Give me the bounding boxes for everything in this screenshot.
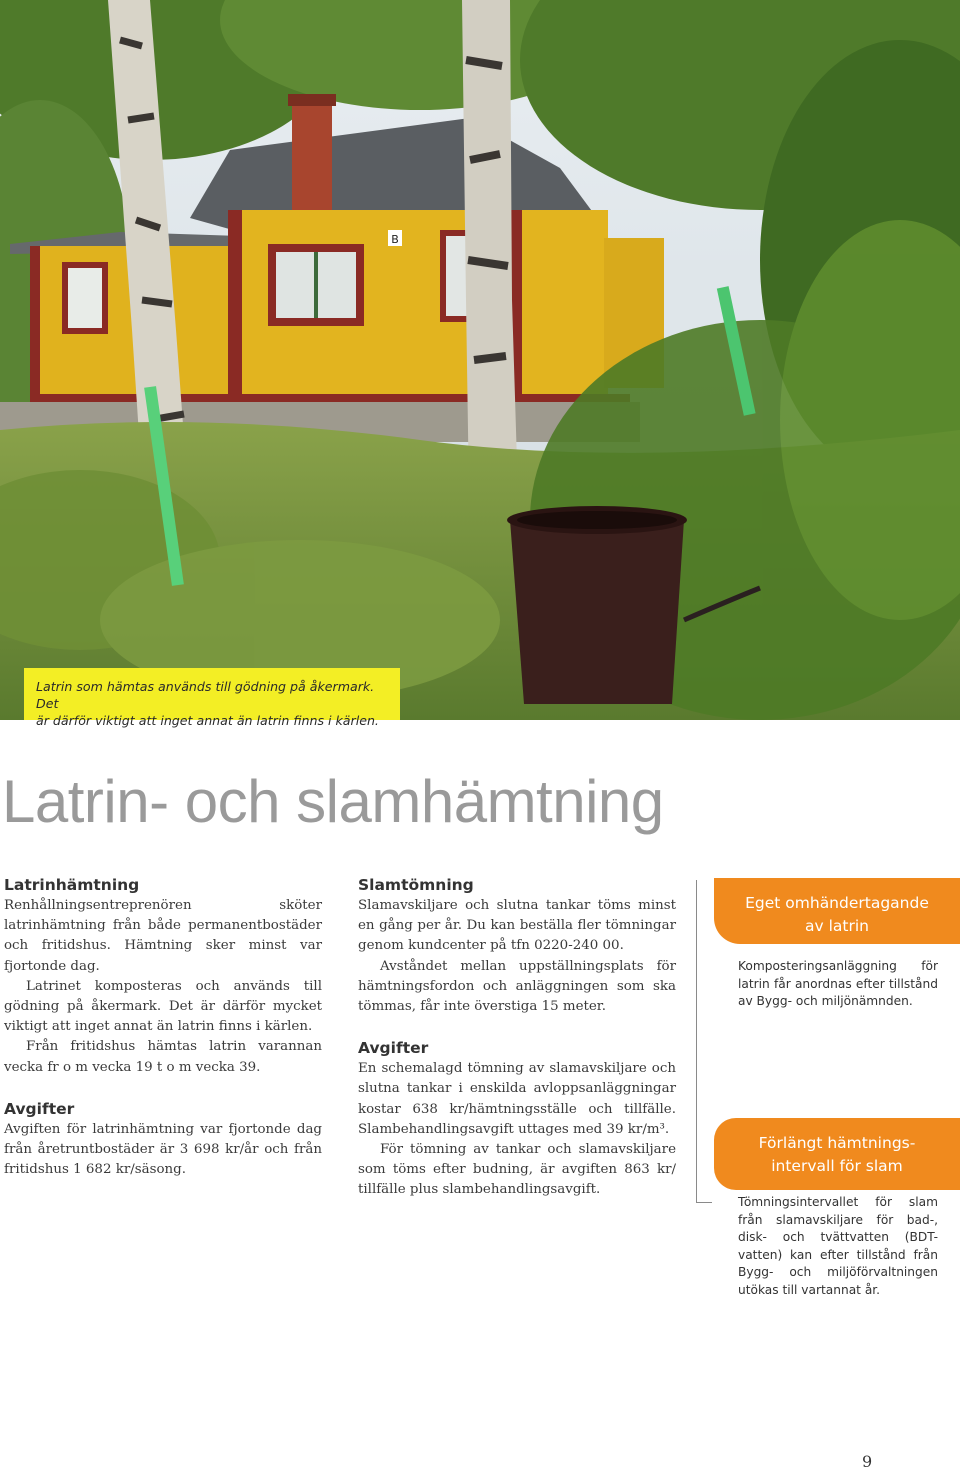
house-sign-text: B [391, 233, 399, 246]
sidebar-box-title [714, 1118, 960, 1190]
title-line-1: Eget omhändertagande [745, 894, 929, 912]
divider [696, 880, 697, 1202]
sidebar-box-text: Tömningsintervallet för slam från slamavskiljare för bad-, disk- och tvättvatten (BDT-vatten) kan efter tillstånd från Bygg- och miljöförvaltningen utökas till vartannat år. [738, 1195, 938, 1297]
sidebar-box-forlangt-intervall [714, 1118, 960, 1300]
paragraph: Latrinet komposteras och används till gödning på åkermark. Det är därför mycket viktigt att inget annat än latrin finns i kärlen. [4, 978, 322, 1035]
column-slamtomning [358, 874, 676, 1201]
paragraph: En schemalagd tömning av slamavskiljare och slutna tankar i enskilda avloppsanläggningar kostar 638 kr/hämtningsställe och tillfälle. Slambehandlingsavgift uttages med 39 kr/m³. [358, 1061, 676, 1137]
heading-slamtomning: Slamtömning [358, 876, 474, 894]
sidebar-box-eget-omhandertagande [714, 878, 960, 1011]
paragraph: Avståndet mellan uppställningsplats för hämtningsfordon och anläggningen som ska tömmas, får inte överstiga 15 meter. [358, 958, 676, 1015]
divider [696, 1202, 712, 1203]
photo-illustration [0, 0, 960, 720]
caption-line-2: är därför viktigt att inget annat än latrin finns i kärlen. [36, 713, 379, 728]
paragraph: Från fritidshus hämtas latrin varannan vecka fr o m vecka 19 t o m vecka 39. [4, 1039, 322, 1075]
heading-avgifter: Avgifter [4, 1099, 75, 1118]
title-line-1: Förlängt hämtnings- [758, 1134, 916, 1152]
caption-line-1: Latrin som hämtas används till gödning på åkermark. Det [36, 679, 375, 711]
page-title: Latrin- och slamhämtning [2, 768, 664, 835]
title-line-2: av latrin [805, 917, 869, 935]
paragraph: För tömning av tankar och slamavskiljare som töms efter budning, är avgiften 863 kr/ tillfälle plus slambehandlingsavgift. [358, 1142, 676, 1198]
heading-latrinhamtning: Latrinhämtning [4, 876, 140, 894]
page-number: 9 [862, 1452, 873, 1471]
heading-avgifter: Avgifter [358, 1039, 429, 1058]
cover-photo [0, 0, 960, 728]
title-line-2: intervall för slam [771, 1157, 903, 1175]
sidebar-box-text: Komposteringsanläggning för latrin får anordnas efter tillstånd av Bygg- och miljönämnden. [738, 959, 938, 1009]
column-latrinhamtning [4, 874, 322, 1180]
photo-caption [24, 668, 400, 728]
paragraph: Avgiften för latrinhämtning var fjortonde dag från åretruntbostäder är 3 698 kr/år och från fritidshus 1 682 kr/säsong. [4, 1121, 322, 1178]
sidebar-box-title [714, 878, 960, 944]
paragraph: Renhållningsentreprenören sköter latrinhämtning från både permanentbostäder och fritidshus. Hämtning sker minst var fjortonde dag. [4, 898, 322, 974]
paragraph: Slamavskiljare och slutna tankar töms minst en gång per år. Du kan beställa fler tömningar genom kundcenter på tfn 0220-240 00. [358, 898, 676, 954]
